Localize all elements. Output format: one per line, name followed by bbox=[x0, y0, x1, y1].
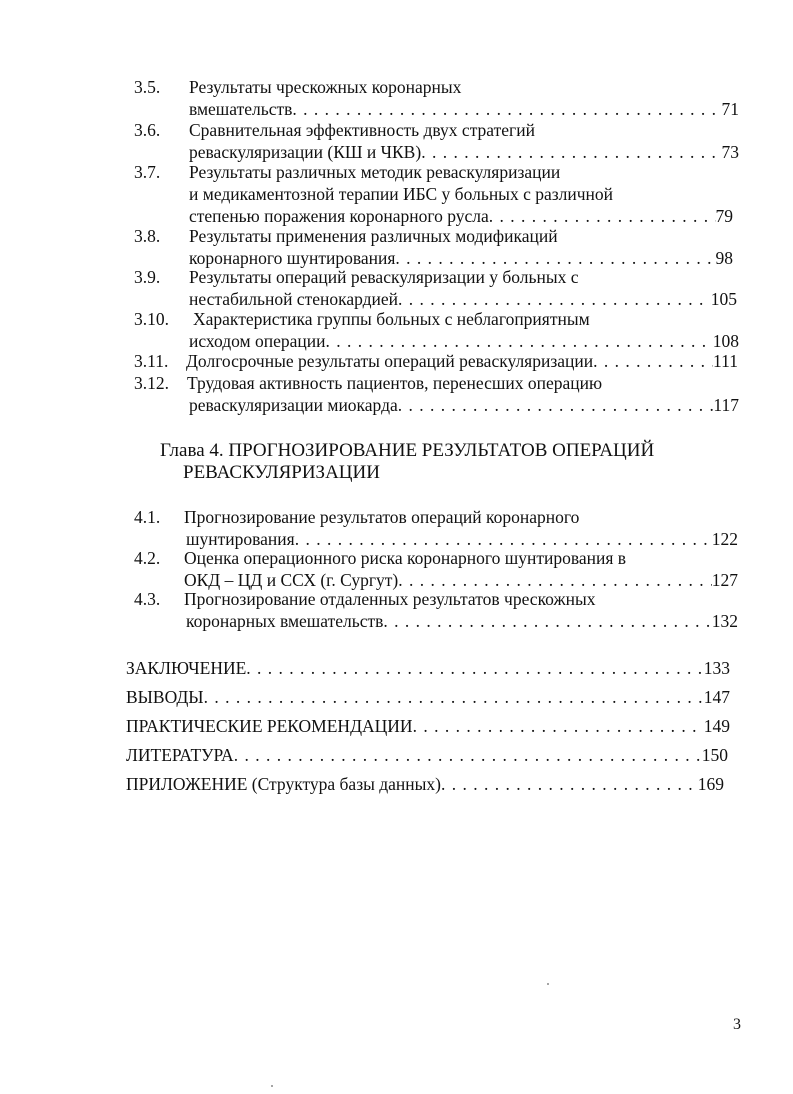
toc-page-ref: 98 bbox=[715, 248, 733, 268]
scan-speck bbox=[547, 983, 549, 985]
toc-num-3-8: 3.8. bbox=[134, 226, 161, 246]
toc-page-ref: 122 bbox=[711, 529, 738, 549]
toc-text-3-7: Результаты различных методик реваскуляризации bbox=[189, 162, 561, 182]
toc-text: ВЫВОДЫ bbox=[126, 687, 204, 707]
toc-page-ref: 169 bbox=[697, 774, 724, 794]
toc-page-ref: 79 bbox=[715, 206, 733, 226]
toc-text: реваскуляризации (КШ и ЧКВ) bbox=[189, 142, 422, 162]
toc-text: ПРИЛОЖЕНИЕ (Структура базы данных) bbox=[126, 774, 441, 794]
toc-leader-conclusions bbox=[126, 686, 730, 708]
toc-num-4-1: 4.1. bbox=[134, 507, 161, 527]
toc-page-ref: 132 bbox=[711, 611, 738, 631]
toc-leader-literature bbox=[126, 744, 728, 766]
toc-page-ref: 149 bbox=[703, 716, 730, 736]
toc-text-3-10: Характеристика группы больных с неблагоприятным bbox=[193, 309, 590, 329]
toc-num-3-7: 3.7. bbox=[134, 162, 161, 182]
toc-num-3-11: 3.11. bbox=[134, 351, 169, 371]
toc-leader-3-7 bbox=[189, 205, 733, 227]
toc-text-3-8: Результаты применения различных модификаций bbox=[189, 226, 558, 246]
toc-text: коронарного шунтирования bbox=[189, 248, 396, 268]
toc-num-4-3: 4.3. bbox=[134, 589, 161, 609]
toc-num-3-5: 3.5. bbox=[134, 77, 161, 97]
toc-page-ref: 133 bbox=[703, 658, 730, 678]
scan-speck bbox=[271, 1085, 273, 1087]
toc-text: ПРАКТИЧЕСКИЕ РЕКОМЕНДАЦИИ bbox=[126, 716, 413, 736]
toc-leader-3-9 bbox=[189, 288, 737, 310]
toc-text: нестабильной стенокардией bbox=[189, 289, 399, 309]
toc-page-ref: 127 bbox=[711, 570, 738, 590]
toc-num-3-12: 3.12. bbox=[134, 373, 169, 393]
toc-page-ref: 71 bbox=[721, 99, 739, 119]
toc-text: коронарных вмешательств bbox=[186, 611, 384, 631]
toc-num-4-2: 4.2. bbox=[134, 548, 161, 568]
toc-text-3-5: Результаты чрескожных коронарных bbox=[189, 77, 462, 97]
chapter-4-title: Глава 4. ПРОГНОЗИРОВАНИЕ РЕЗУЛЬТАТОВ ОПЕРАЦИЙ bbox=[160, 440, 655, 461]
toc-num-3-9: 3.9. bbox=[134, 267, 161, 287]
toc-leader-3-11 bbox=[186, 350, 738, 372]
toc-page-ref: 105 bbox=[710, 289, 737, 309]
toc-page-ref: 147 bbox=[703, 687, 730, 707]
toc-text: исходом операции bbox=[189, 331, 326, 351]
toc-text: вмешательств bbox=[189, 99, 293, 119]
toc-leader-conclusion bbox=[126, 657, 730, 679]
toc-text: шунтирования bbox=[186, 529, 295, 549]
toc-page-ref: 73 bbox=[721, 142, 739, 162]
toc-leader-3-5 bbox=[189, 98, 739, 120]
toc-text-4-2: Оценка операционного риска коронарного шунтирования в bbox=[184, 548, 627, 568]
toc-text-3-9: Результаты операций реваскуляризации у больных с bbox=[189, 267, 579, 287]
toc-num-3-10: 3.10. bbox=[134, 309, 169, 329]
toc-text: ЛИТЕРАТУРА bbox=[126, 745, 234, 765]
toc-text: ЗАКЛЮЧЕНИЕ bbox=[126, 658, 247, 678]
toc-text-3-7b: и медикаментозной терапии ИБС у больных с различной bbox=[189, 184, 614, 204]
toc-text-3-6: Сравнительная эффективность двух стратегий bbox=[189, 120, 535, 140]
toc-page-ref: 117 bbox=[713, 395, 739, 415]
toc-page-ref: 150 bbox=[701, 745, 728, 765]
toc-leader-recommendations bbox=[126, 715, 730, 737]
toc-text-4-1: Прогнозирование результатов операций коронарного bbox=[184, 507, 580, 527]
toc-text: Долгосрочные результаты операций реваскуляризации bbox=[186, 351, 594, 371]
toc-leader-3-12 bbox=[189, 394, 739, 416]
toc-text: степенью поражения коронарного русла bbox=[189, 206, 489, 226]
toc-page-ref: 111 bbox=[713, 351, 738, 371]
toc-leader-3-10 bbox=[189, 330, 739, 352]
toc-text-4-3: Прогнозирование отдаленных результатов чрескожных bbox=[184, 589, 596, 609]
toc-page-ref: 108 bbox=[712, 331, 739, 351]
toc-leader-3-6 bbox=[189, 141, 739, 163]
toc-leader-appendix bbox=[126, 773, 724, 795]
toc-text-3-12: Трудовая активность пациентов, перенесших операцию bbox=[187, 373, 603, 393]
toc-text: реваскуляризации миокарда bbox=[189, 395, 398, 415]
toc-num-3-6: 3.6. bbox=[134, 120, 161, 140]
toc-leader-4-3 bbox=[186, 610, 738, 632]
page-number: 3 bbox=[733, 1016, 741, 1033]
chapter-4-title-cont: РЕВАСКУЛЯРИЗАЦИИ bbox=[183, 462, 380, 483]
toc-text: ОКД – ЦД и ССХ (г. Сургут) bbox=[184, 570, 399, 590]
